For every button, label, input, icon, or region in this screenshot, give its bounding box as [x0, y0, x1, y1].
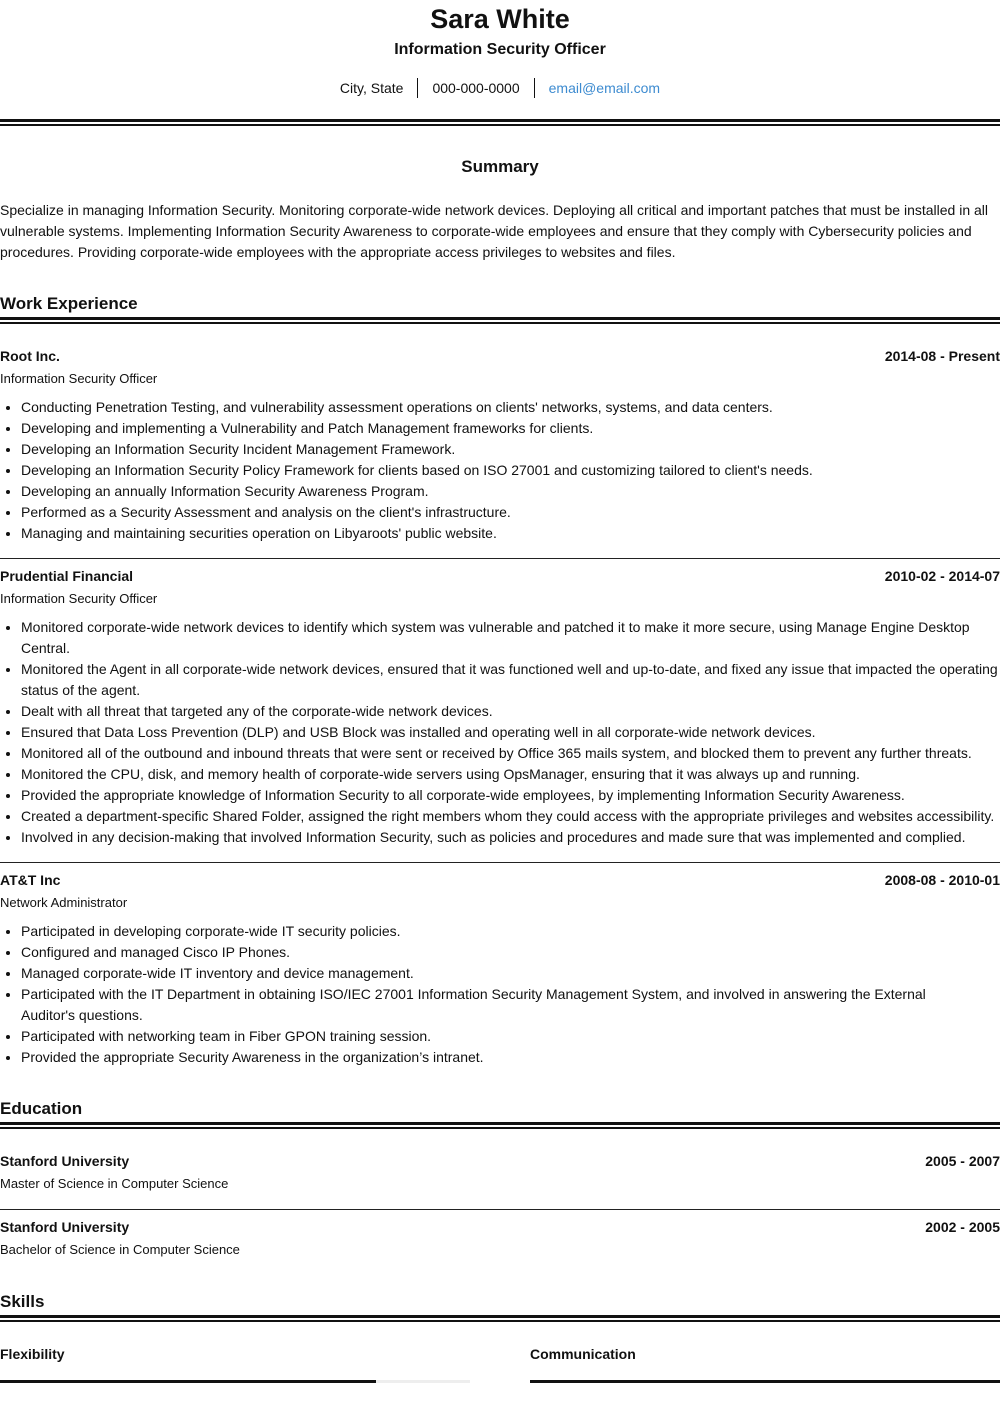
- skill-level-bar: [530, 1380, 1000, 1383]
- job-role: Information Security Officer: [0, 591, 158, 606]
- job-company: AT&T Inc: [0, 872, 61, 888]
- list-item: • Configured and managed Cisco IP Phones.: [21, 942, 1000, 963]
- contact-line: [0, 78, 1000, 98]
- header-divider: [0, 119, 1000, 126]
- list-item: • Developing and implementing a Vulnerability and Patch Management frameworks for clients.: [21, 418, 1000, 439]
- job-bullets: [0, 921, 1000, 1068]
- education-divider: [0, 1122, 1000, 1129]
- skill-level-fill: [0, 1380, 376, 1383]
- location-text: City, State: [339, 80, 404, 96]
- job-divider: [0, 862, 1000, 863]
- candidate-name: Sara White: [430, 4, 570, 34]
- list-item: • Monitored the Agent in all corporate-wide network devices, ensured that it was functioned well and up-to-date, and fixed any issue that impacted the operating status of the agent.: [21, 659, 1000, 701]
- skill-level-bar: [0, 1380, 470, 1383]
- list-item: • Provided the appropriate knowledge of Information Security to all corporate-wide employees, by implementing Information Security Awareness.: [21, 785, 1000, 806]
- skill-name: Flexibility: [0, 1346, 65, 1362]
- summary-heading: Summary: [461, 157, 539, 176]
- list-item: • Developing an Information Security Policy Framework for clients based on ISO 27001 and customizing tailored to client's needs.: [21, 460, 1000, 481]
- job-divider: [0, 558, 1000, 559]
- education-dates: 2002 - 2005: [925, 1219, 1000, 1235]
- list-item: • Conducting Penetration Testing, and vulnerability assessment operations on clients' networks, systems, and data centers.: [21, 397, 1000, 418]
- list-item: • Monitored all of the outbound and inbound threats that were sent or received by Office 365 mails system, and blocked them to prevent any further threats.: [21, 743, 1000, 764]
- job-dates: 2008-08 - 2010-01: [884, 872, 1000, 888]
- list-item: • Participated with networking team in Fiber GPON training session.: [21, 1026, 1000, 1047]
- work-experience-heading: Work Experience: [0, 294, 138, 313]
- list-item: • Managing and maintaining securities operation on Libyaroots' public website.: [21, 523, 1000, 544]
- phone-text: 000-000-0000: [417, 78, 533, 98]
- list-item: • Developing an annually Information Security Awareness Program.: [21, 481, 1000, 502]
- list-item: • Monitored corporate-wide network devices to identify which system was vulnerable and patched it to make it more secure, using Manage Engine Desktop Central.: [21, 617, 1000, 659]
- job-role: Information Security Officer: [0, 371, 158, 386]
- job-bullets: [0, 617, 1000, 848]
- summary-text: Specialize in managing Information Security. Monitoring corporate-wide network devices. Deploying all critical and important patches that must be installed in all vulnerable systems. Implementing Information Security Awareness to corporate-wide employees and ensure that they comply with Cybersecurity policies and procedures. Providing corporate-wide employees with the appropriate access privileges to websites and files.: [0, 202, 989, 260]
- education-degree: Bachelor of Science in Computer Science: [0, 1242, 240, 1257]
- job-role: Network Administrator: [0, 895, 128, 910]
- work-experience-divider: [0, 317, 1000, 324]
- skills-divider: [0, 1315, 1000, 1322]
- education-degree: Master of Science in Computer Science: [0, 1176, 229, 1191]
- education-school: Stanford University: [0, 1219, 130, 1235]
- skill-level-fill: [530, 1380, 1000, 1383]
- job-bullets: [0, 397, 1000, 544]
- education-school: Stanford University: [0, 1153, 130, 1169]
- list-item: • Provided the appropriate Security Awareness in the organization’s intranet.: [21, 1047, 1000, 1068]
- list-item: • Involved in any decision-making that involved Information Security, such as policies and procedures and made sure that was implemented and complied.: [21, 827, 1000, 848]
- list-item: • Participated in developing corporate-wide IT security policies.: [21, 921, 1000, 942]
- education-item-divider: [0, 1209, 1000, 1210]
- job-company: Root Inc.: [0, 348, 60, 364]
- list-item: • Performed as a Security Assessment and analysis on the client's infrastructure.: [21, 502, 1000, 523]
- candidate-title: Information Security Officer: [394, 41, 606, 58]
- list-item: • Developing an Information Security Incident Management Framework.: [21, 439, 1000, 460]
- education-heading: Education: [0, 1099, 83, 1118]
- list-item: • Monitored the CPU, disk, and memory health of corporate-wide servers using OpsManager, ensuring that it was always up and running.: [21, 764, 1000, 785]
- job-dates: 2010-02 - 2014-07: [884, 568, 1000, 584]
- skill-name: Communication: [530, 1346, 636, 1362]
- job-company: Prudential Financial: [0, 568, 134, 584]
- list-item: • Dealt with all threat that targeted any of the corporate-wide network devices.: [21, 701, 1000, 722]
- list-item: • Participated with the IT Department in obtaining ISO/IEC 27001 Information Security Management System, and involved in answering the External Auditor's questions.: [21, 984, 1000, 1026]
- education-dates: 2005 - 2007: [925, 1153, 1000, 1169]
- job-dates: 2014-08 - Present: [884, 348, 1000, 364]
- list-item: • Managed corporate-wide IT inventory and device management.: [21, 963, 1000, 984]
- list-item: • Created a department-specific Shared Folder, assigned the right members whom they could access with the appropriate privileges and websites accessibility.: [21, 806, 1000, 827]
- list-item: • Ensured that Data Loss Prevention (DLP) and USB Block was installed and operating well in all corporate-wide network devices.: [21, 722, 1000, 743]
- skills-heading: Skills: [0, 1292, 45, 1311]
- email-link[interactable]: email@email.com: [534, 78, 674, 98]
